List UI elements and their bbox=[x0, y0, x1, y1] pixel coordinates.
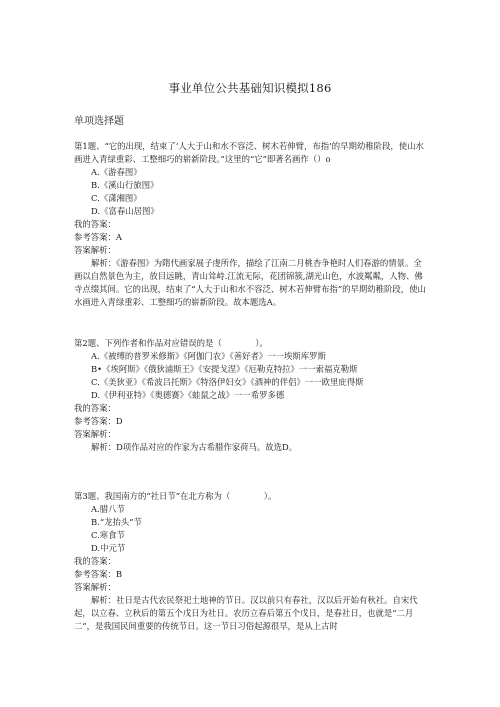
my-answer: 我的答案： bbox=[74, 556, 116, 566]
my-answer: 我的答案： bbox=[74, 403, 116, 413]
option-d: D.中元节 bbox=[91, 543, 126, 553]
option-b: B.《溪山行旅图》 bbox=[91, 180, 159, 190]
my-answer: 我的答案： bbox=[74, 219, 116, 229]
option-d: D.《伊利亚特》《奥德赛》《蛙鼠之战》一一希罗多德 bbox=[91, 390, 285, 400]
question-stem: 第3题、我国南方的“社日节”在北方称为（ ）。 bbox=[74, 491, 277, 501]
analysis-label: 答案解析： bbox=[74, 582, 116, 592]
question-1 bbox=[74, 140, 426, 309]
document-title: 事业单位公共基础知识模拟186 bbox=[168, 81, 332, 95]
option-b: B•《埃阿斯》《俄狄浦斯王》《安提戈涅》《厄勒克特拉》一一索福克勒斯 bbox=[91, 364, 358, 374]
option-a: A.《游春图》 bbox=[91, 167, 142, 177]
reference-answer: 参考答案：A bbox=[74, 232, 122, 242]
question-stem: 第1题、“它的出现，结束了‘人大于山和水不容泛、树木若伸臂，布指’的早期幼稚阶段，使山水画进入青绿重彩、工整细巧的崭新阶段。”这里的“它”即著名画作（）o bbox=[74, 141, 424, 164]
option-a: A.《被缚的普罗米修斯》《阿伽门农》《善好者》一一埃斯库罗斯 bbox=[91, 351, 326, 361]
analysis-text: 解析：社日是古代农民祭祀土地神的节日。汉以前只有春社，汉以后开始有秋社。自宋代起，以立春、立秋后的第五个戊日为社日。农历立春后第五个戊日，是春社日，也就是“二月二”，是我国民间重要的传统节日。这一节日习俗起源很早，是从上古时 bbox=[74, 595, 418, 631]
option-d: D.《富春山居图》 bbox=[91, 206, 159, 216]
analysis-text: 解析：D项作品对应的作家为古希腊作家荷马。故选D。 bbox=[91, 442, 298, 452]
option-c: C.《潇湘图》 bbox=[91, 193, 142, 203]
option-c: C.《美狄亚》《希波吕托斯》《特洛伊妇女》《酒神的伴侣》一一欧里庇得斯 bbox=[91, 377, 364, 387]
reference-answer: 参考答案：B bbox=[74, 569, 123, 579]
analysis-label: 答案解析： bbox=[74, 429, 116, 439]
reference-answer: 参考答案：D bbox=[74, 416, 123, 426]
question-3 bbox=[74, 490, 426, 633]
question-stem: 第2题、下列作者和作品对应错误的是（ ）。 bbox=[74, 338, 268, 348]
analysis-text: 解析：《游春图》为隋代画家展子虔所作，描绘了江南二月桃杏争艳时人们春游的情景。全画以自然景色为主，放目远眺，青山耸峙.江流无际，花团锦簇,湖光山色，水波粼粼，人物、佛寺点缀其间。它的出现，结束了“人大于山和水不容泛、树木若伸臂布指”的早期幼稚阶段，使山水画进入青绿重彩、工整细巧的崭新阶段。故本题选A。 bbox=[74, 258, 426, 307]
question-2 bbox=[74, 337, 426, 454]
option-c: C.寒食节 bbox=[91, 530, 125, 540]
section-heading: 单项选择题 bbox=[74, 116, 124, 127]
analysis-label: 答案解析： bbox=[74, 245, 116, 255]
option-a: A.腊八节 bbox=[91, 504, 125, 514]
option-b: B.“龙抬头”节 bbox=[91, 517, 142, 527]
